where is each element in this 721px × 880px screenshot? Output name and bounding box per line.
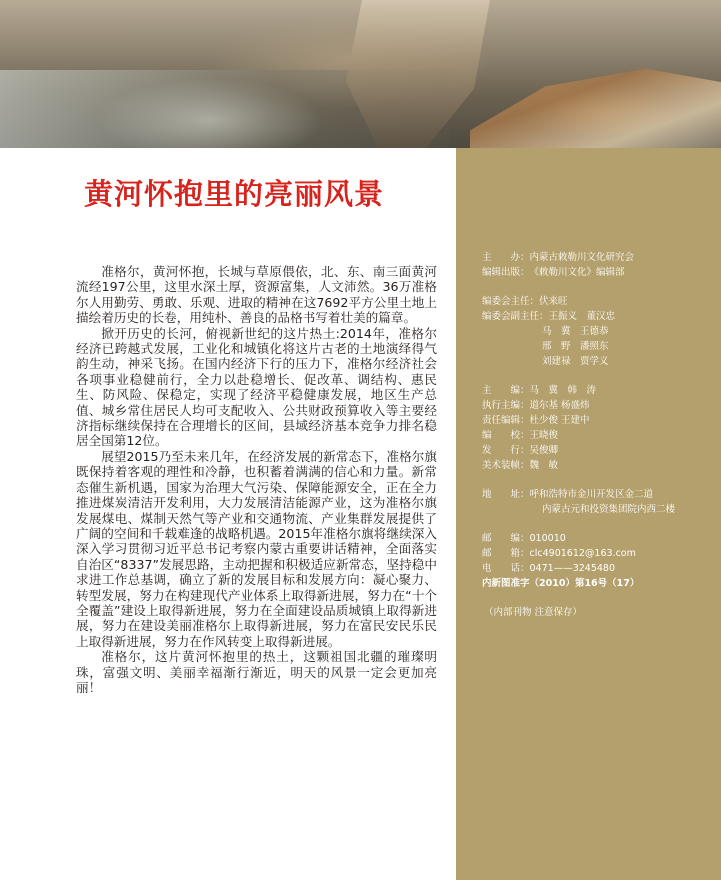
masthead-sponsor: 主 办： 内蒙古敕勒川文化研究会 [482, 252, 635, 263]
article-body [76, 264, 437, 695]
masthead-address-line2: 内蒙古元和投资集团院内西二楼 [542, 504, 676, 515]
masthead-committee-director: 编委会主任： 伏来旺 [482, 296, 568, 307]
masthead-committee-member: 邢 野 潘照东 [542, 341, 609, 352]
article-title: 黄河怀抱里的亮丽风景 [84, 177, 385, 211]
article-paragraph: 展望2015乃至未来几年，在经济发展的新常态下，准格尔旗既保持着客观的理性和冷静，也积蓄着满满的信心和力量。新常态催生新机遇，国家为治理大气污染、保障能源安全，正在全力推进煤炭清洁开发利用，大力发展清洁能源产业，这为准格尔旗发展煤电、煤制天然气等产业和交通物流、产业集群发展提供了广阔的空间和千载难逢的战略机遇。2015年准格尔旗将继续深入深入学习贯彻习近平总书记考察内蒙古重要讲话精神，全面落实自治区“8337”发展思路，主动把握和积极适应新常态，坚持稳中求进工作总基调，确立了新的发展目标和发展方向：凝心聚力、转型发展，努力在构建现代产业体系上取得新进展，努力在“十个全覆盖”建设上取得新进展，努力在全面建设品质城镇上取得新进展，努力在建设美丽准格尔上取得新进展，努力在富民安民乐民上取得新进展，努力在作风转变上取得新进展。 [76, 448, 437, 649]
masthead-internal-notice: （内部刊物 注意保存） [484, 607, 583, 618]
masthead-chief-editor: 主 编： 马 冀 韩 涛 [482, 385, 597, 396]
masthead-email: 邮 箱： clc4901612@163.com [482, 548, 636, 559]
masthead-art-editor: 美术装帧： 魏 敏 [482, 460, 559, 471]
masthead-postcode: 邮 编： 010010 [482, 533, 566, 544]
masthead-address: 地 址： 呼和浩特市金川开发区金二道 [482, 489, 654, 500]
article-paragraph: 准格尔，这片黄河怀抱里的热土，这颗祖国北疆的璀璨明珠，富强文明、美丽幸福渐行渐近，明天的风景一定会更加亮丽！ [76, 649, 437, 695]
header-photo [0, 0, 721, 148]
masthead-committee-deputy: 编委会副主任： 王振义 董汉忠 [482, 311, 616, 322]
masthead-permit: 内新图准字（2010）第16号（17） [482, 578, 640, 589]
article-paragraph: 掀开历史的长河，俯视新世纪的这片热土:2014年，准格尔经济已跨越式发展，工业化和城镇化将这片古老的土地演绎得气韵生动，神采飞扬。在国内经济下行的压力下，准格尔经济社会各项事业稳健前行，全力以赴稳增长、促改革、调结构、惠民生、防风险、保稳定，实现了经济平稳健康发展，地区生产总值、城乡常住居民人均可支配收入、公共财政预算收入等主要经济指标继续保持在合理增长的区间，县域经济基本竞争力排名稳居全国第12位。 [76, 325, 437, 449]
article-paragraph: 准格尔，黄河怀抱，长城与草原偎依，北、东、南三面黄河流经197公里，这里水深土厚，资源富集，人文沛然。36万准格尔人用勤劳、勇敢、乐观、进取的精神在这7692平方公里土地上描绘着历史的长卷，用纯朴、善良的品格书写着壮美的篇章。 [76, 264, 437, 326]
masthead-proofreader: 编 校： 王晓俊 [482, 430, 559, 441]
masthead-publisher: 编辑出版： 《敕勒川文化》编辑部 [482, 267, 625, 278]
masthead-exec-editor: 执行主编： 道尔基 杨盛炜 [482, 400, 590, 411]
masthead-distribution: 发 行： 吴俊卿 [482, 445, 559, 456]
masthead-resp-editor: 责任编辑： 杜少俊 王建中 [482, 415, 590, 426]
masthead-phone: 电 话： 0471——3245480 [482, 563, 616, 574]
photo-river-bank [470, 60, 721, 148]
masthead-committee-member: 马 冀 王德恭 [542, 326, 609, 337]
masthead-committee-member: 刘建禄 贾学义 [542, 356, 609, 367]
masthead [482, 250, 712, 620]
